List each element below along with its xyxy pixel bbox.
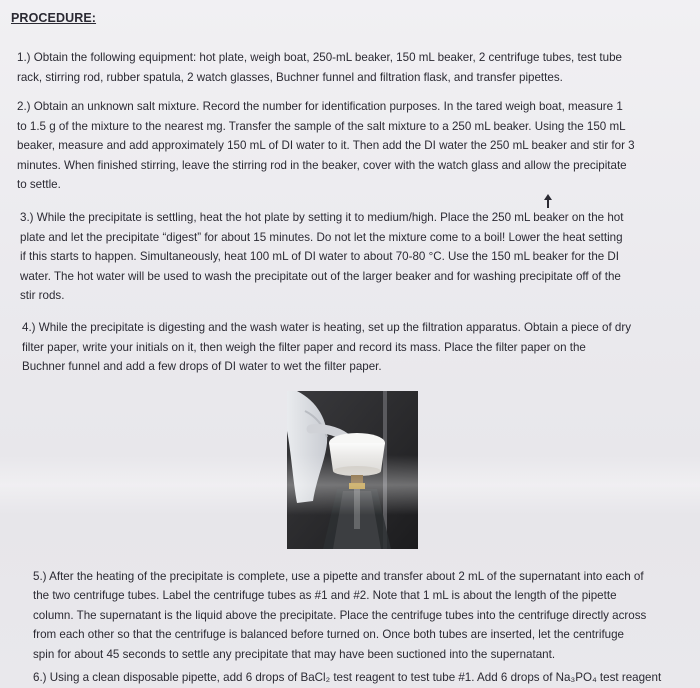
- step-3-line: stir rods.: [20, 289, 65, 303]
- step-3: [20, 208, 688, 306]
- step-1: [17, 48, 689, 87]
- step-4-line: 4.) While the precipitate is digesting and the wash water is heating, set up the filtration apparatus. Obtain a piece of dry: [22, 321, 632, 334]
- step-1-line: 1.) Obtain the following equipment: hot plate, weigh boat, 250-mL beaker, 150 mL beaker, 2 centrifuge tubes, test tube: [17, 51, 622, 64]
- step-4-line: filter paper, write your initials on it, then weigh the filter paper and record its mass. Place the filter paper on the: [22, 340, 586, 354]
- buchner-funnel-photo: [287, 391, 418, 549]
- step-5-line: the two centrifuge tubes. Label the centrifuge tubes as #1 and #2. Note that 1 mL is about the length of the pipette: [33, 589, 617, 603]
- step-5: [33, 567, 683, 664]
- step-2-line: to 1.5 g of the mixture to the nearest mg. Transfer the sample of the salt mixture to a 250 mL beaker. Using the 150 mL: [17, 119, 626, 133]
- step-5-line: 5.) After the heating of the precipitate is complete, use a pipette and transfer about 2 mL of the supernatant into each of: [33, 570, 644, 583]
- step-2-line: minutes. When finished stirring, leave the stirring rod in the beaker, cover with the watch glass and allow the precipitate: [17, 158, 627, 172]
- step-2-line: 2.) Obtain an unknown salt mixture. Record the number for identification purposes. In the tared weigh boat, measure 1: [17, 100, 623, 113]
- step-5-line: column. The supernatant is the liquid above the precipitate. Place the centrifuge tubes into the centrifuge directly across: [33, 608, 647, 622]
- step-3-line: plate and let the precipitate “digest” for about 15 minutes. Do not let the mixture come to a boil! Lower the heat setting: [20, 230, 623, 244]
- step-2: [17, 97, 689, 195]
- step-3-line: water. The hot water will be used to wash the precipitate out of the larger beaker and for washing precipitate off of the: [20, 269, 621, 283]
- step-4-line: Buchner funnel and add a few drops of DI water to wet the filter paper.: [22, 360, 382, 374]
- funnel-illustration: [287, 391, 418, 549]
- step-5-line: from each other so that the centrifuge is balanced before turned on. Once both tubes are inserted, let the centrifuge: [33, 628, 625, 642]
- step-3-line: 3.) While the precipitate is settling, heat the hot plate by setting it to medium/high. Place the 250 mL beaker on the hot: [20, 211, 624, 224]
- procedure-heading: PROCEDURE:: [11, 11, 97, 25]
- mouse-cursor-icon: [542, 194, 554, 210]
- step-4: [22, 318, 682, 377]
- step-6: [33, 668, 683, 688]
- step-5-line: spin for about 45 seconds to settle any precipitate that may have been suctioned into the supernatant.: [33, 647, 556, 661]
- step-2-line: to settle.: [17, 178, 61, 192]
- step-6-line: 6.) Using a clean disposable pipette, add 6 drops of BaCl₂ test reagent to test tube #1. Add 6 drops of Na₃PO₄ test reagent: [33, 671, 662, 684]
- step-3-line: if this starts to happen. Simultaneously, heat 100 mL of DI water to about 70-80 °C. Use the 150 mL beaker for the DI: [20, 250, 620, 264]
- step-1-line: rack, stirring rod, rubber spatula, 2 watch glasses, Buchner funnel and filtration flask, and transfer pipettes.: [17, 70, 563, 84]
- step-2-line: beaker, measure and add approximately 150 mL of DI water to it. Then add the DI water the 250 mL beaker and stir for 3: [17, 139, 635, 153]
